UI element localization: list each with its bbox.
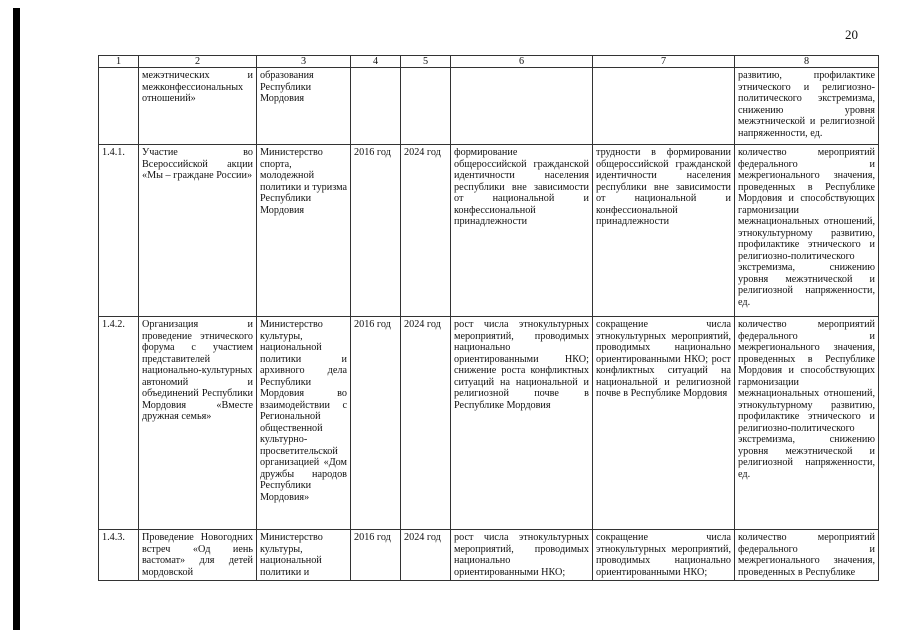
program-table: [98, 55, 879, 581]
indicator-cell: количество мероприятий федерального и межрегионального значения, проведенных в Республике: [735, 530, 879, 581]
start-year-cell: 2016 год: [351, 530, 401, 581]
executor-cell: Министерство культуры, национальной политики и: [257, 530, 351, 581]
consequence-cell: сокращение числа этнокультурных мероприятий, проводимых национально ориентированными НКО;: [593, 530, 735, 581]
column-number: 5: [401, 56, 451, 68]
row-number: 1.4.3.: [99, 530, 139, 581]
page-number: 20: [845, 27, 858, 42]
row-number: [99, 68, 139, 145]
end-year-cell: [401, 68, 451, 145]
column-number: 3: [257, 56, 351, 68]
expected-result-cell: рост числа этнокультурных мероприятий, проводимых национально ориентированными НКО; снижение роста конфликтных ситуаций на национальной и религиозной почве в Республике Мордовия: [451, 317, 593, 530]
end-year-cell: 2024 год: [401, 317, 451, 530]
column-numbers-row: [99, 56, 879, 68]
event-name-cell: Проведение Новогодних встреч «Од иень вастомат» для детей мордовской: [139, 530, 257, 581]
executor-cell: Министерство культуры, национальной политики и архивного дела Республики Мордовия во взаимодействии с Региональной общественной культурно-просветительской организацией «Дом дружбы народов Республики Мордовия»: [257, 317, 351, 530]
consequence-cell: трудности в формировании общероссийской гражданской идентичности населения республики вне зависимости от национальной и конфессиональной принадлежности: [593, 145, 735, 317]
column-number: 8: [735, 56, 879, 68]
start-year-cell: 2016 год: [351, 145, 401, 317]
indicator-cell: количество мероприятий федерального и межрегионального значения, проведенных в Республике Мордовия и способствующих гармонизации межнациональных отношений, этнокультурному развитию, профилактике этнического и религиозно-политического экстремизма, снижению уровня межэтнической и религиозной напряженности, ед.: [735, 145, 879, 317]
consequence-cell: [593, 68, 735, 145]
executor-cell: образования Республики Мордовия: [257, 68, 351, 145]
column-number: 4: [351, 56, 401, 68]
expected-result-cell: [451, 68, 593, 145]
indicator-cell: развитию, профилактике этнического и религиозно-политического экстремизма, снижению уровня межэтнической и религиозной напряженности, ед.: [735, 68, 879, 145]
column-number: 2: [139, 56, 257, 68]
table-row: [99, 145, 879, 317]
start-year-cell: 2016 год: [351, 317, 401, 530]
table-row: [99, 530, 879, 581]
column-number: 1: [99, 56, 139, 68]
start-year-cell: [351, 68, 401, 145]
column-number: 6: [451, 56, 593, 68]
table-row: [99, 317, 879, 530]
executor-cell: Министерство спорта, молодежной политики и туризма Республики Мордовия: [257, 145, 351, 317]
table-row: [99, 68, 879, 145]
event-name-cell: межэтнических и межконфессиональных отношений»: [139, 68, 257, 145]
scan-edge-bar: [13, 8, 20, 630]
row-number: 1.4.2.: [99, 317, 139, 530]
expected-result-cell: формирование общероссийской гражданской идентичности населения республики вне зависимости от национальной и конфессиональной принадлежности: [451, 145, 593, 317]
row-number: 1.4.1.: [99, 145, 139, 317]
end-year-cell: 2024 год: [401, 530, 451, 581]
indicator-cell: количество мероприятий федерального и межрегионального значения, проведенных в Республике Мордовия и способствующих гармонизации межнациональных отношений, этнокультурному развитию, профилактике этнического и религиозно-политического экстремизма, снижению уровня межэтнической и религиозной напряженности, ед.: [735, 317, 879, 530]
expected-result-cell: рост числа этнокультурных мероприятий, проводимых национально ориентированными НКО;: [451, 530, 593, 581]
column-number: 7: [593, 56, 735, 68]
end-year-cell: 2024 год: [401, 145, 451, 317]
consequence-cell: сокращение числа этнокультурных мероприятий, проводимых национально ориентированными НКО; рост конфликтных ситуаций на национальной и религиозной почве в Республике Мордовия: [593, 317, 735, 530]
event-name-cell: Участие во Всероссийской акции «Мы – граждане России»: [139, 145, 257, 317]
event-name-cell: Организация и проведение этнического форума с участием представителей национально-культурных автономий и объединений Республики Мордовия «Вместе дружная семья»: [139, 317, 257, 530]
